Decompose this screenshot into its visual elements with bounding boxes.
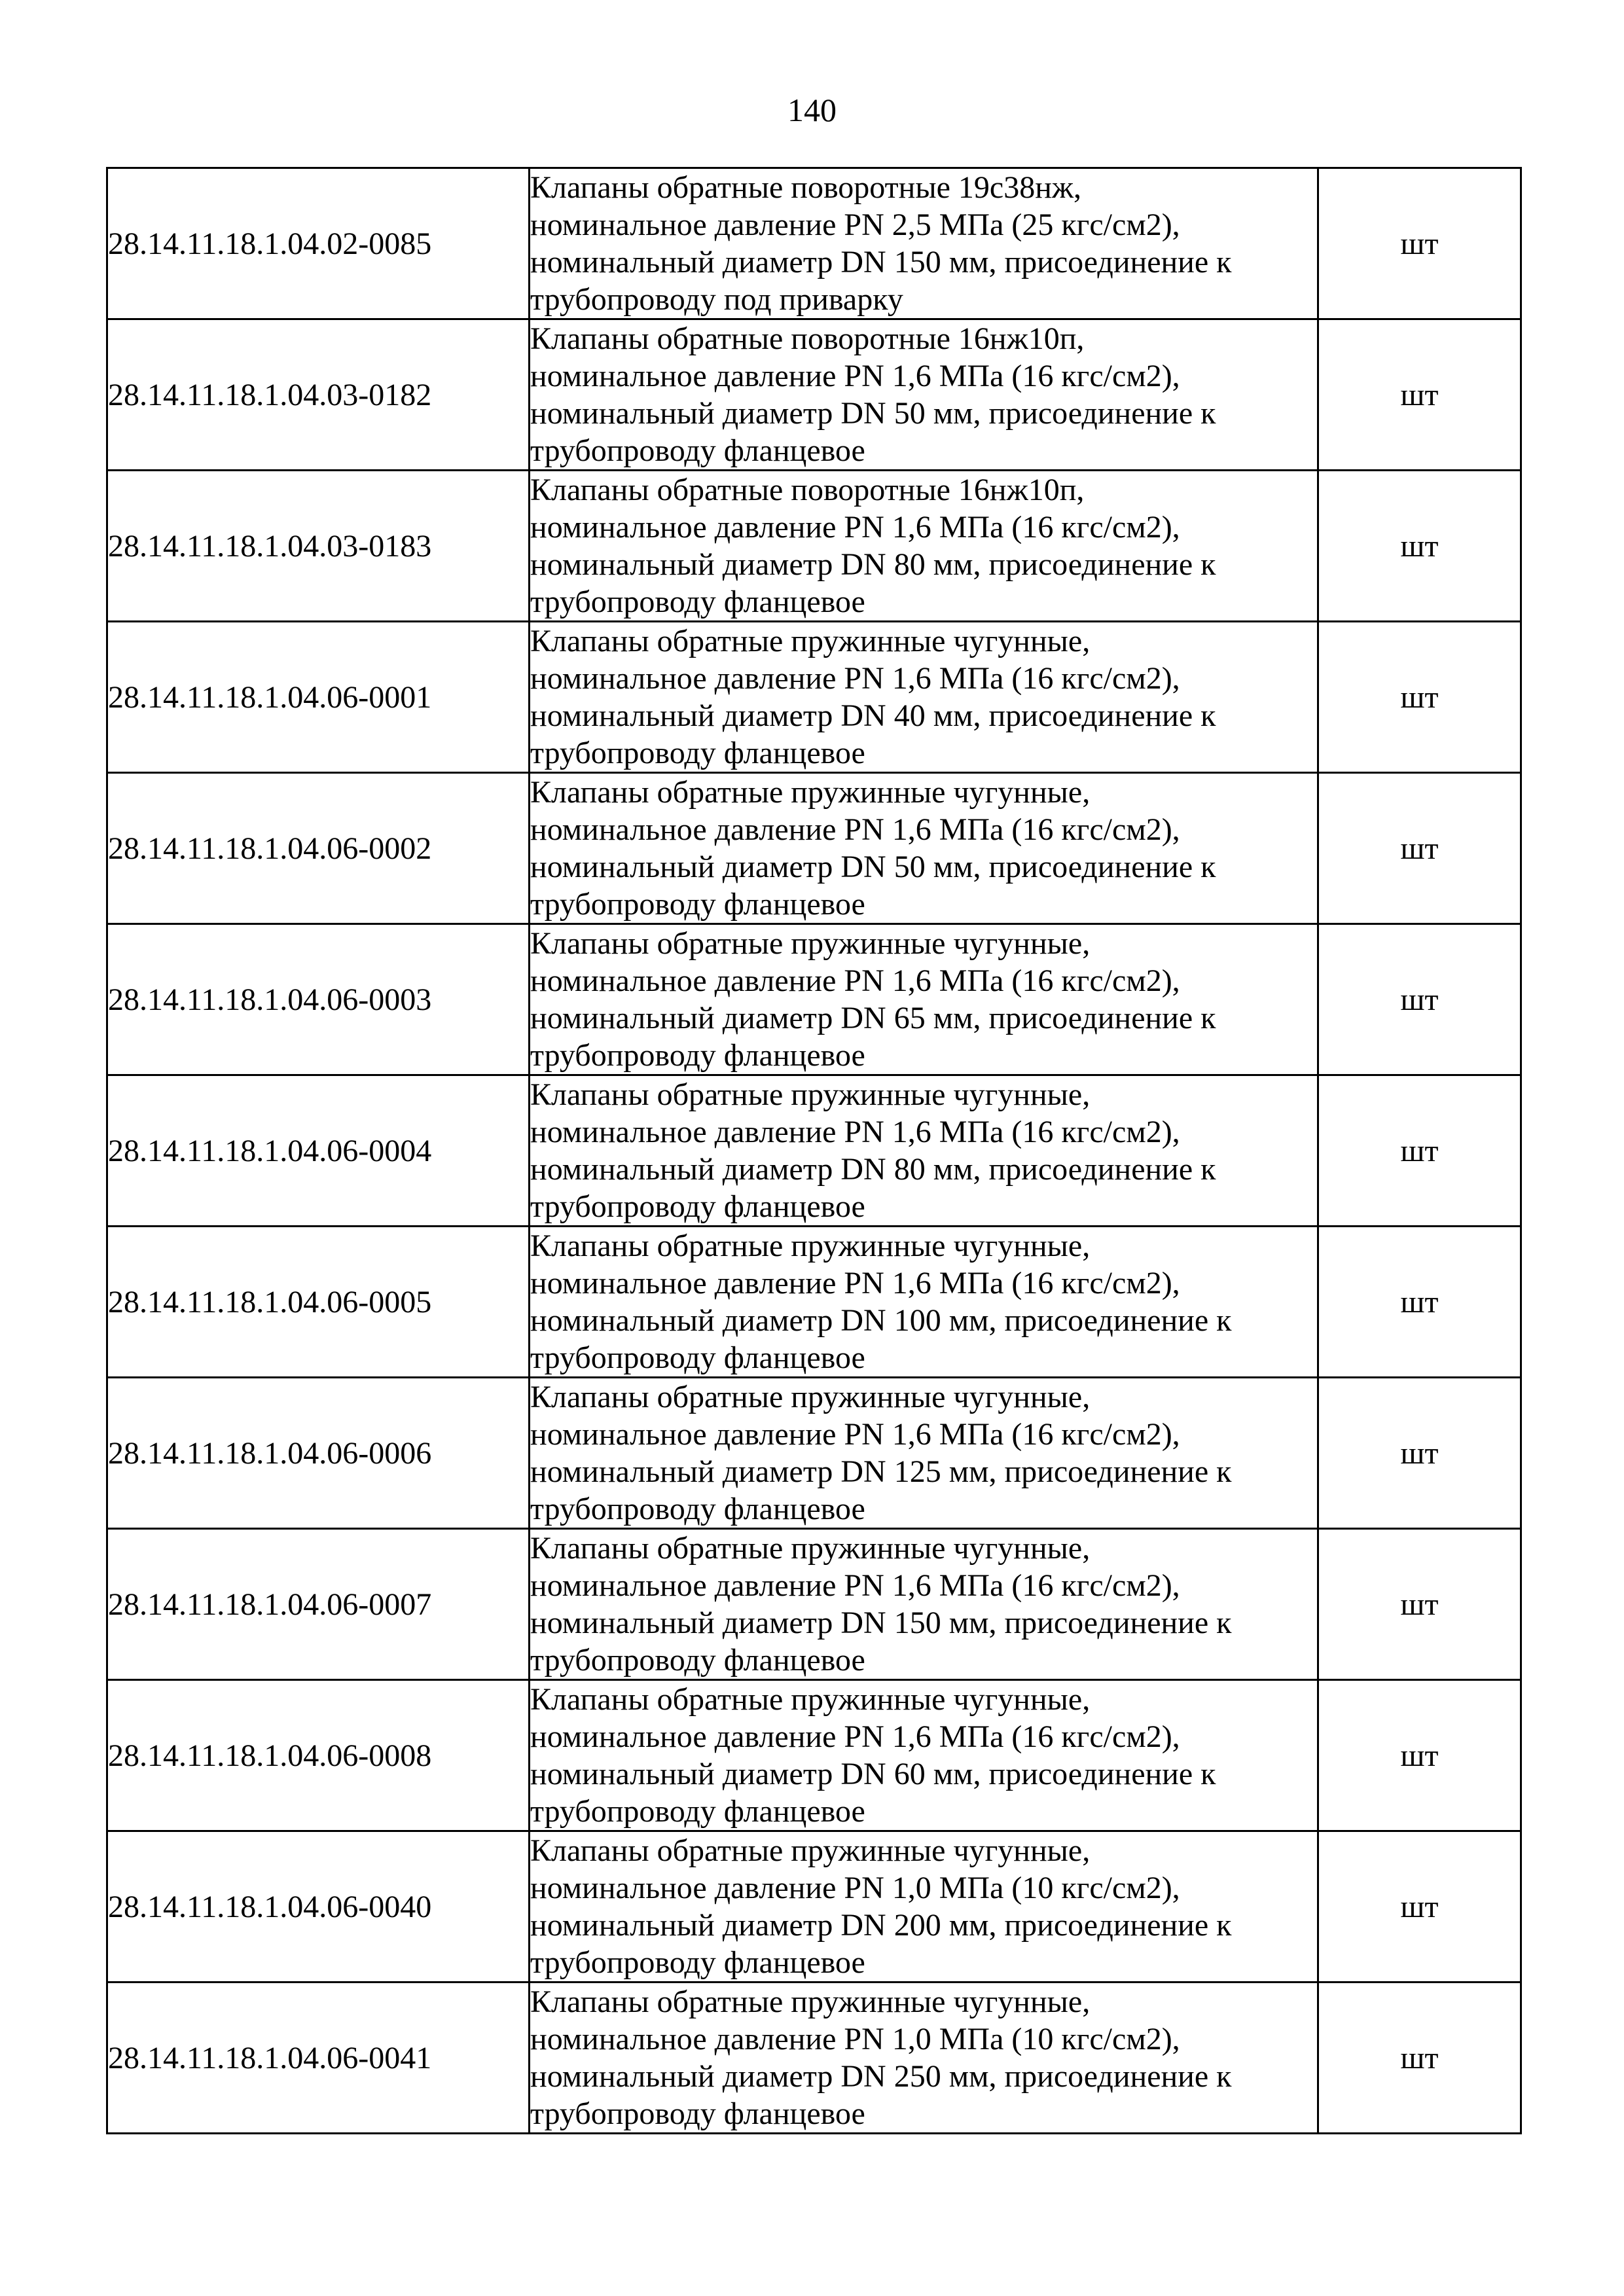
resource-description xyxy=(530,319,1318,471)
description-line: трубопроводу фланцевое xyxy=(530,1189,865,1224)
description-line: номинальное давление PN 1,6 МПа (16 кгс/см2), xyxy=(530,1417,1180,1452)
resource-code: 28.14.11.18.1.04.06-0003 xyxy=(107,924,530,1075)
resource-code: 28.14.11.18.1.04.06-0002 xyxy=(107,773,530,924)
resource-description xyxy=(530,1831,1318,1982)
unit-of-measure: шт xyxy=(1318,1075,1521,1227)
unit-of-measure: шт xyxy=(1318,471,1521,622)
resource-code: 28.14.11.18.1.04.03-0182 xyxy=(107,319,530,471)
description-line: номинальный диаметр DN 40 мм, присоединение к xyxy=(530,698,1216,733)
resource-description xyxy=(530,471,1318,622)
resource-code: 28.14.11.18.1.04.06-0001 xyxy=(107,622,530,773)
description-line: трубопроводу фланцевое xyxy=(530,1038,865,1073)
description-line: трубопроводу фланцевое xyxy=(530,1340,865,1375)
resource-code: 28.14.11.18.1.04.06-0005 xyxy=(107,1227,530,1378)
resource-description xyxy=(530,1680,1318,1831)
description-line: Клапаны обратные пружинные чугунные, xyxy=(530,1380,1091,1414)
description-line: трубопроводу фланцевое xyxy=(530,1492,865,1526)
description-line: номинальный диаметр DN 65 мм, присоединение к xyxy=(530,1001,1216,1035)
resource-description xyxy=(530,1982,1318,2134)
description-line: номинальное давление PN 1,6 МПа (16 кгс/см2), xyxy=(530,963,1180,998)
resource-code: 28.14.11.18.1.04.06-0008 xyxy=(107,1680,530,1831)
description-line: Клапаны обратные пружинные чугунные, xyxy=(530,1984,1091,2019)
unit-of-measure: шт xyxy=(1318,1680,1521,1831)
resource-code: 28.14.11.18.1.04.06-0006 xyxy=(107,1378,530,1529)
table-row xyxy=(107,1680,1521,1831)
resource-table xyxy=(106,167,1522,2134)
description-line: трубопроводу фланцевое xyxy=(530,584,865,619)
description-line: номинальное давление PN 1,6 МПа (16 кгс/см2), xyxy=(530,1719,1180,1754)
description-line: трубопроводу под приварку xyxy=(530,282,903,317)
resource-description xyxy=(530,1227,1318,1378)
description-line: номинальный диаметр DN 150 мм, присоединение к xyxy=(530,1605,1232,1640)
description-line: номинальное давление PN 1,6 МПа (16 кгс/см2), xyxy=(530,359,1180,393)
table-row xyxy=(107,1831,1521,1982)
description-line: номинальное давление PN 1,6 МПа (16 кгс/см2), xyxy=(530,510,1180,545)
description-line: номинальное давление PN 1,6 МПа (16 кгс/см2), xyxy=(530,1568,1180,1603)
resource-code: 28.14.11.18.1.04.02-0085 xyxy=(107,168,530,319)
table-row xyxy=(107,1529,1521,1680)
page-number: 140 xyxy=(787,92,837,128)
description-line: Клапаны обратные поворотные 19с38нж, xyxy=(530,170,1082,205)
description-line: Клапаны обратные пружинные чугунные, xyxy=(530,1833,1091,1868)
resource-code: 28.14.11.18.1.04.06-0007 xyxy=(107,1529,530,1680)
resource-description xyxy=(530,622,1318,773)
resource-description xyxy=(530,773,1318,924)
table-row xyxy=(107,319,1521,471)
table-row xyxy=(107,773,1521,924)
description-line: Клапаны обратные пружинные чугунные, xyxy=(530,624,1091,658)
table-row xyxy=(107,1378,1521,1529)
resource-description xyxy=(530,924,1318,1075)
table-row xyxy=(107,1075,1521,1227)
description-line: Клапаны обратные пружинные чугунные, xyxy=(530,1077,1091,1112)
description-line: номинальное давление PN 2,5 МПа (25 кгс/см2), xyxy=(530,207,1180,242)
unit-of-measure: шт xyxy=(1318,773,1521,924)
unit-of-measure: шт xyxy=(1318,622,1521,773)
resource-code: 28.14.11.18.1.04.03-0183 xyxy=(107,471,530,622)
table-row xyxy=(107,471,1521,622)
description-line: Клапаны обратные пружинные чугунные, xyxy=(530,775,1091,810)
description-line: трубопроводу фланцевое xyxy=(530,1643,865,1677)
description-line: номинальный диаметр DN 50 мм, присоединение к xyxy=(530,850,1216,884)
resource-description xyxy=(530,1529,1318,1680)
description-line: номинальный диаметр DN 80 мм, присоединение к xyxy=(530,547,1216,582)
description-line: Клапаны обратные поворотные 16нж10п, xyxy=(530,473,1085,507)
unit-of-measure: шт xyxy=(1318,1529,1521,1680)
resource-code: 28.14.11.18.1.04.06-0004 xyxy=(107,1075,530,1227)
description-line: номинальное давление PN 1,0 МПа (10 кгс/см2), xyxy=(530,1871,1180,1905)
table-row xyxy=(107,1982,1521,2134)
resource-description xyxy=(530,1378,1318,1529)
unit-of-measure: шт xyxy=(1318,319,1521,471)
resource-code: 28.14.11.18.1.04.06-0041 xyxy=(107,1982,530,2134)
description-line: трубопроводу фланцевое xyxy=(530,2096,865,2131)
description-line: номинальный диаметр DN 150 мм, присоединение к xyxy=(530,245,1232,279)
description-line: трубопроводу фланцевое xyxy=(530,887,865,922)
description-line: трубопроводу фланцевое xyxy=(530,433,865,468)
description-line: трубопроводу фланцевое xyxy=(530,1794,865,1829)
description-line: Клапаны обратные поворотные 16нж10п, xyxy=(530,321,1085,356)
table-row xyxy=(107,924,1521,1075)
resource-code: 28.14.11.18.1.04.06-0040 xyxy=(107,1831,530,1982)
unit-of-measure: шт xyxy=(1318,924,1521,1075)
resource-description xyxy=(530,168,1318,319)
description-line: номинальный диаметр DN 250 мм, присоединение к xyxy=(530,2059,1232,2094)
description-line: Клапаны обратные пружинные чугунные, xyxy=(530,1531,1091,1566)
unit-of-measure: шт xyxy=(1318,1982,1521,2134)
description-line: номинальное давление PN 1,6 МПа (16 кгс/см2), xyxy=(530,1115,1180,1149)
unit-of-measure: шт xyxy=(1318,1227,1521,1378)
description-line: номинальное давление PN 1,6 МПа (16 кгс/см2), xyxy=(530,1266,1180,1300)
description-line: номинальное давление PN 1,0 МПа (10 кгс/см2), xyxy=(530,2022,1180,2056)
description-line: номинальное давление PN 1,6 МПа (16 кгс/см2), xyxy=(530,812,1180,847)
description-line: номинальный диаметр DN 200 мм, присоединение к xyxy=(530,1908,1232,1943)
description-line: номинальный диаметр DN 125 мм, присоединение к xyxy=(530,1454,1232,1489)
description-line: номинальный диаметр DN 50 мм, присоединение к xyxy=(530,396,1216,431)
table-body xyxy=(107,168,1521,2134)
unit-of-measure: шт xyxy=(1318,168,1521,319)
table-row xyxy=(107,1227,1521,1378)
table-row xyxy=(107,168,1521,319)
description-line: трубопроводу фланцевое xyxy=(530,1945,865,1980)
description-line: номинальное давление PN 1,6 МПа (16 кгс/см2), xyxy=(530,661,1180,696)
description-line: Клапаны обратные пружинные чугунные, xyxy=(530,926,1091,961)
description-line: номинальный диаметр DN 60 мм, присоединение к xyxy=(530,1757,1216,1791)
description-line: Клапаны обратные пружинные чугунные, xyxy=(530,1682,1091,1717)
description-line: трубопроводу фланцевое xyxy=(530,736,865,770)
table-row xyxy=(107,622,1521,773)
description-line: Клапаны обратные пружинные чугунные, xyxy=(530,1229,1091,1263)
description-line: номинальный диаметр DN 80 мм, присоединение к xyxy=(530,1152,1216,1187)
unit-of-measure: шт xyxy=(1318,1831,1521,1982)
unit-of-measure: шт xyxy=(1318,1378,1521,1529)
description-line: номинальный диаметр DN 100 мм, присоединение к xyxy=(530,1303,1232,1338)
resource-description xyxy=(530,1075,1318,1227)
